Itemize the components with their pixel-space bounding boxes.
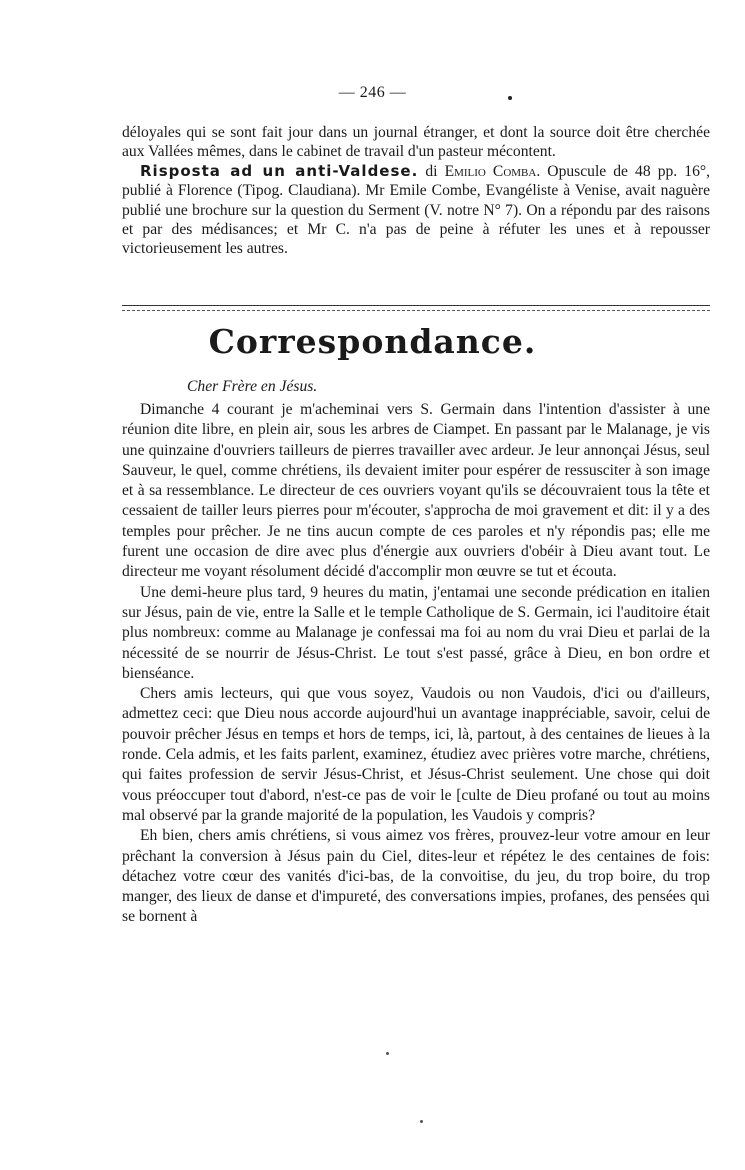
letter-paragraph-3: Chers amis lecteurs, qui que vous soyez, Vaudois ou non Vaudois, d'ici ou d'ailleurs, admettez ceci: que Dieu nous accorde aujourd'hui un avantage inappréciable, savoir, celui de pouvoir prêcher Jésus en temps et hors de temps, ici, là, partout, à des centaines de lieues à la ronde. Cela admis, et les faits parlent, examinez, étudiez avec prières votre marche, chrétiens, qui faites profession de servir Jésus-Christ, et Jésus-Christ seulement. Une chose qui doit vous préoccuper tout d'abord, n'est-ce pas de voir le [culte de Dieu profané ou tout au moins mal observé par la grande majorité de la population, les Vaudois y compris? — [122, 685, 710, 824]
ink-speck — [386, 1052, 389, 1055]
review-author: Emilio Comba. — [444, 162, 541, 180]
intro-paragraph: déloyales qui se sont fait jour dans un journal étranger, et dont la source doit être cherchée aux Vallées mêmes, dans le cabinet de travail d'un pasteur mécontent. — [122, 124, 710, 161]
page-number: — 246 — — [338, 84, 407, 101]
salutation: Cher Frère en Jésus. — [187, 378, 318, 395]
review-title: Risposta ad un anti-Valdese. — [140, 161, 419, 180]
review-paragraph — [122, 162, 710, 259]
ink-speck — [420, 1120, 423, 1123]
section-title: Correspondance. — [208, 322, 537, 361]
letter-paragraph-4: Eh bien, chers amis chrétiens, si vous aimez vos frères, prouvez-leur votre amour en leur prêchant la conversion à Jésus pain du Ciel, dites-leur et répétez le des centaines de fois: détachez votre cœur des vanités d'ici-bas, de la convoitise, du jeu, du trop boire, du trop manger, des lieux de danse et d'impureté, des conversations impies, profanes, des pensées qui se bornent à — [122, 827, 710, 926]
letter-paragraph-1: Dimanche 4 courant je m'acheminai vers S. Germain dans l'intention d'assister à une réunion dite libre, en plein air, sous les arbres de Ciampet. En passant par le Malanage, je vis une quinzaine d'ouvriers tailleurs de pierres travailler avec ardeur. Je leur annonçai Jésus, seul Sauveur, le quel, comme chrétiens, ils devaient imiter pour espérer de ressusciter à son image et à sa ressemblance. Le directeur de ces ouvriers voyant qu'ils se découvraient tous la tête et cessaient de tailler leurs pierres pour m'écouter, s'approcha de moi gravement et dit: il y a des temples pour prêcher. Je ne tins aucun compte de ces paroles et n'y répondis pas; elle me furent une occasion de dire avec plus d'énergie aux ouvriers d'obéir à Dieu avant tout. Le directeur me voyant résolument décidé d'accomplir mon œuvre se tut et écouta. — [122, 401, 710, 581]
review-prefix: di — [418, 162, 445, 180]
top-text-block — [122, 123, 710, 259]
letter-body — [122, 400, 710, 928]
separator-line-dashed — [122, 310, 710, 311]
ink-dot — [508, 96, 512, 100]
separator-line — [122, 305, 710, 306]
letter-paragraph-2: Une demi-heure plus tard, 9 heures du matin, j'entamai une seconde prédication en italien sur Jésus, pain de vie, entre la Salle et le temple Catholique de S. Germain, ici l'auditoire était plus nombreux: comme au Malanage je confessai ma foi au nom du vrai Dieu et parlai de la nécessité de se nourrir de Jésus-Christ. Le tout s'est passé, grâce à Dieu, en bon ordre et bienséance. — [122, 583, 710, 682]
review-text: Opuscule de 48 pp. 16°, publié à Florence (Tipog. Claudiana). Mr Emile Combe, Evangéliste à Venise, avait naguère publié une brochure sur la question du Serment (V. notre N° 7). On a répondu par des raisons et par des médisances; et Mr C. n'a pas de peine à réfuter les unes et à repousser victorieusement les autres. — [122, 162, 710, 258]
